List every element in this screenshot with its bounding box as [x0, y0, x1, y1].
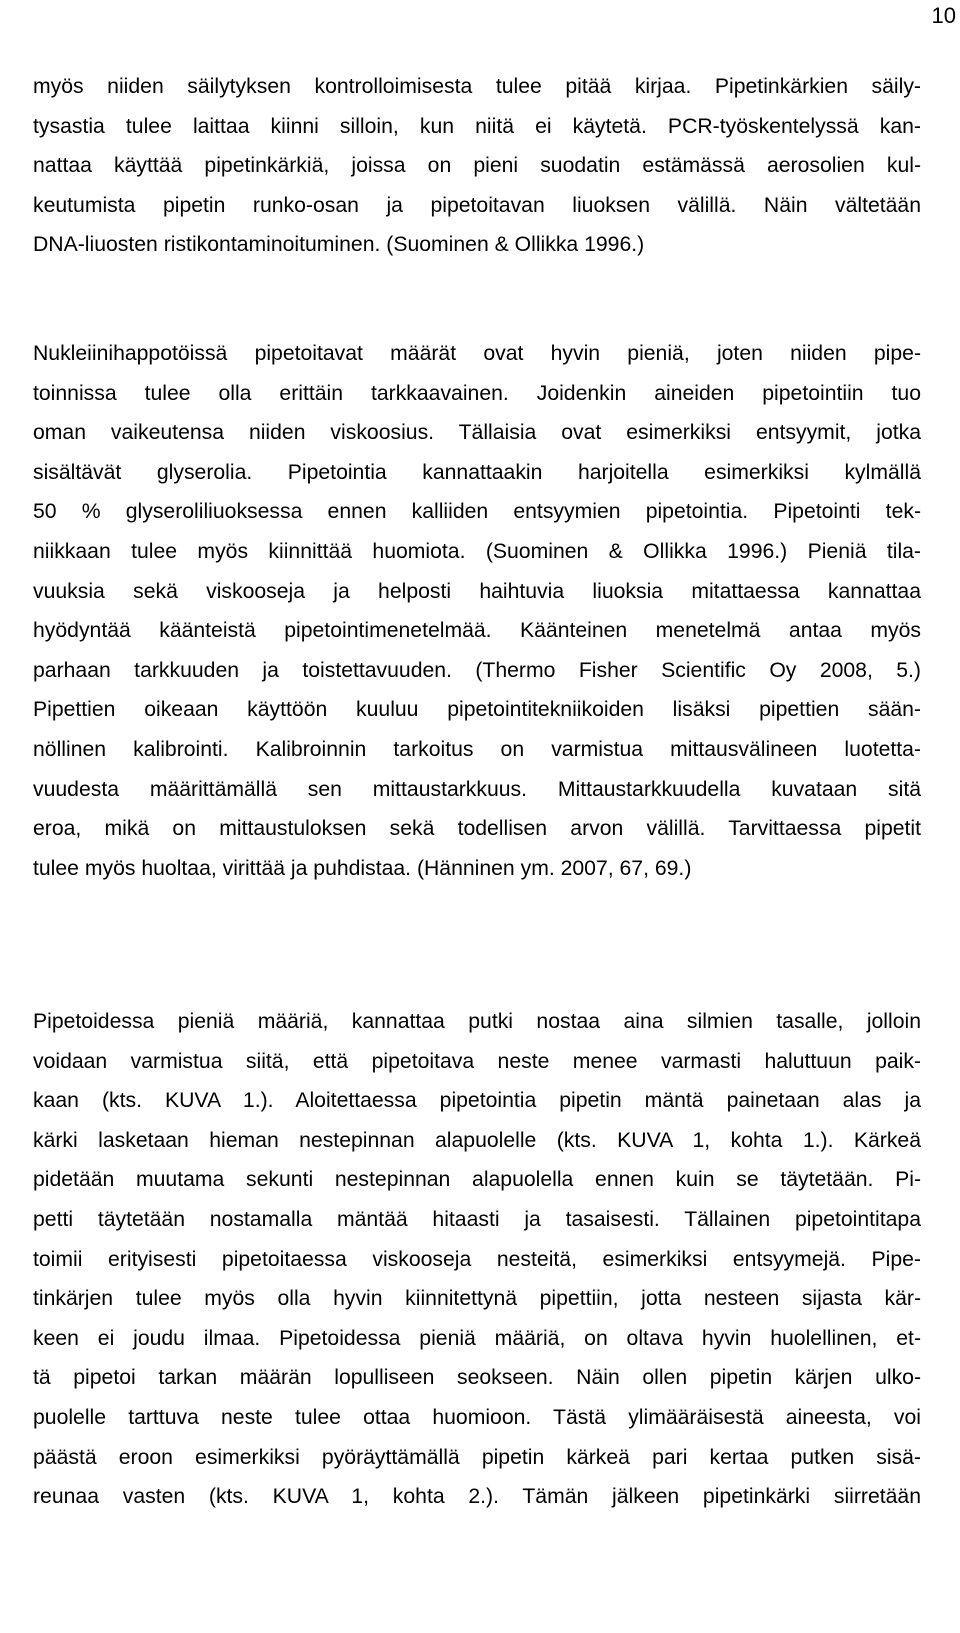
paragraph-1: [33, 67, 921, 265]
text-line: nöllinen kalibrointi. Kalibroinnin tarkoitus on varmistua mittausvälineen luotetta-: [33, 737, 921, 761]
text-line: tinkärjen tulee myös olla hyvin kiinnitettynä pipettiin, jotta nesteen sijasta kär-: [33, 1287, 921, 1311]
page-number: 10: [931, 3, 956, 28]
text-line: DNA-liuosten ristikontaminoituminen. (Suominen & Ollikka 1996.): [33, 233, 645, 257]
text-line: tulee myös huoltaa, virittää ja puhdistaa. (Hänninen ym. 2007, 67, 69.): [33, 856, 692, 880]
paragraph-3: [33, 1002, 921, 1517]
text-line: vuudesta määrittämällä sen mittaustarkkuus. Mittaustarkkuudella kuvataan sitä: [33, 777, 921, 801]
text-line: Nukleiinihappotöissä pipetoitavat määrät ovat hyvin pieniä, joten niiden pipe-: [33, 342, 921, 365]
text-line: vuuksia sekä viskooseja ja helposti haihtuvia liuoksia mitattaessa kannattaa: [33, 579, 921, 603]
text-line: toimii erityisesti pipetoitaessa viskooseja nesteitä, esimerkiksi entsyymejä. Pipe-: [33, 1247, 921, 1271]
text-line: puolelle tarttuva neste tulee ottaa huomioon. Tästä ylimääräisestä aineesta, voi: [33, 1405, 921, 1429]
text-line: Pipettien oikeaan käyttöön kuuluu pipetointitekniikoiden lisäksi pipettien sään-: [33, 698, 921, 722]
text-line: nattaa käyttää pipetinkärkiä, joissa on pieni suodatin estämässä aerosolien kul-: [33, 154, 921, 178]
text-line: voidaan varmistua siitä, että pipetoitava neste menee varmasti haluttuun paik-: [33, 1049, 921, 1073]
text-line: tysastia tulee laittaa kiinni silloin, kun niitä ei käytetä. PCR-työskentelyssä kan-: [33, 114, 921, 138]
text-line: kärki lasketaan hieman nestepinnan alapuolelle (kts. KUVA 1, kohta 1.). Kärkeä: [33, 1128, 921, 1152]
text-line: reunaa vasten (kts. KUVA 1, kohta 2.). Tämän jälkeen pipetinkärki siirretään: [33, 1485, 921, 1509]
text-line: kaan (kts. KUVA 1.). Aloitettaessa pipetointia pipetin mäntä painetaan alas ja: [33, 1089, 921, 1113]
text-line: pidetään muutama sekunti nestepinnan alapuolella ennen kuin se täytetään. Pi-: [33, 1168, 921, 1192]
text-line: sisältävät glyserolia. Pipetointia kannattaakin harjoitella esimerkiksi kylmällä: [33, 460, 921, 484]
text-line: hyödyntää käänteistä pipetointimenetelmää. Käänteinen menetelmä antaa myös: [33, 619, 921, 643]
text-line: eroa, mikä on mittaustuloksen sekä todellisen arvon välillä. Tarvittaessa pipetit: [33, 817, 921, 841]
text-line: niikkaan tulee myös kiinnittää huomiota. (Suominen & Ollikka 1996.) Pieniä tila-: [33, 539, 921, 563]
text-line: myös niiden säilytyksen kontrolloimisesta tulee pitää kirjaa. Pipetinkärkien säily-: [33, 75, 921, 98]
text-line: parhaan tarkkuuden ja toistettavuuden. (Thermo Fisher Scientific Oy 2008, 5.): [33, 658, 921, 682]
text-line: petti täytetään nostamalla mäntää hitaasti ja tasaisesti. Tällainen pipetointitapa: [33, 1207, 921, 1231]
text-line: keen ei joudu ilmaa. Pipetoidessa pieniä määriä, on oltava hyvin huolellinen, et-: [33, 1326, 921, 1350]
text-line: toinnissa tulee olla erittäin tarkkaavainen. Joidenkin aineiden pipetointiin tuo: [33, 381, 921, 405]
text-line: päästä eroon esimerkiksi pyöräyttämällä pipetin kärkeä pari kertaa putken sisä-: [33, 1445, 921, 1469]
paragraph-2: [33, 334, 921, 888]
text-line: 50 % glyseroliliuoksessa ennen kalliiden entsyymien pipetointia. Pipetointi tek-: [33, 500, 921, 524]
text-line: keutumista pipetin runko-osan ja pipetoitavan liuoksen välillä. Näin vältetään: [33, 193, 921, 217]
text-line: Pipetoidessa pieniä määriä, kannattaa putki nostaa aina silmien tasalle, jolloin: [33, 1010, 921, 1033]
text-line: oman vaikeutensa niiden viskoosius. Tällaisia ovat esimerkiksi entsyymit, jotka: [33, 421, 921, 445]
text-line: tä pipetoi tarkan määrän lopulliseen seokseen. Näin ollen pipetin kärjen ulko-: [33, 1366, 921, 1390]
